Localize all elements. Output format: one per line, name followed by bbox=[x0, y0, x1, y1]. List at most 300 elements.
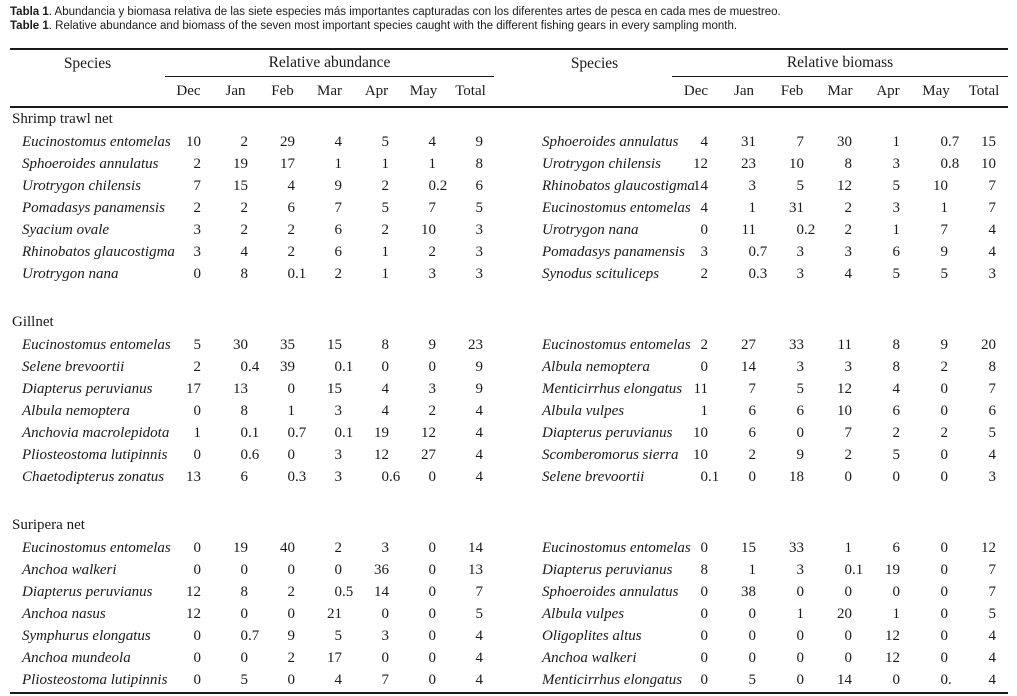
value-int: 4 bbox=[988, 672, 996, 688]
value-cell bbox=[720, 381, 768, 398]
value-int: 2 bbox=[193, 359, 201, 375]
value-cell bbox=[447, 200, 494, 217]
species-name: Anchoa mundeola bbox=[22, 650, 131, 666]
value-int: 33 bbox=[789, 337, 804, 353]
value-int: 0 bbox=[748, 606, 756, 622]
value-cell bbox=[960, 200, 1008, 217]
value-cell bbox=[447, 628, 494, 645]
value-int: 1 bbox=[381, 244, 389, 260]
value-cell bbox=[259, 156, 306, 173]
value-int: 3 bbox=[428, 381, 436, 397]
value-int: 0 bbox=[287, 425, 295, 441]
value-cell bbox=[912, 469, 960, 486]
table-row bbox=[10, 604, 1008, 626]
value-cell bbox=[864, 381, 912, 398]
value-int: 3 bbox=[796, 562, 804, 578]
value-cell bbox=[165, 156, 212, 173]
value-int: 0 bbox=[334, 562, 342, 578]
value-dec: .1 bbox=[342, 425, 354, 441]
value-dec: .6 bbox=[389, 469, 401, 485]
value-int: 19 bbox=[374, 425, 389, 441]
value-int: 3 bbox=[334, 469, 342, 485]
species-name: Menticirrhus elongatus bbox=[542, 381, 683, 397]
species-name: Anchoa walkeri bbox=[22, 562, 117, 578]
value-cell bbox=[864, 337, 912, 354]
value-int: 0 bbox=[940, 606, 948, 622]
value-cell bbox=[259, 359, 306, 376]
value-int: 4 bbox=[988, 628, 996, 644]
value-cell bbox=[306, 562, 353, 579]
value-cell bbox=[960, 403, 1008, 420]
value-int: 10 bbox=[933, 178, 948, 194]
value-int: 8 bbox=[700, 562, 708, 578]
value-cell bbox=[816, 244, 864, 261]
value-int: 12 bbox=[421, 425, 436, 441]
value-int: 14 bbox=[374, 584, 389, 600]
value-int: 27 bbox=[741, 337, 756, 353]
value-int: 2 bbox=[334, 266, 342, 282]
value-cell bbox=[960, 584, 1008, 601]
value-cell bbox=[259, 403, 306, 420]
value-cell bbox=[768, 244, 816, 261]
value-cell bbox=[400, 337, 447, 354]
value-cell bbox=[447, 222, 494, 239]
value-cell bbox=[306, 244, 353, 261]
value-cell bbox=[447, 425, 494, 442]
table-row bbox=[10, 648, 1008, 670]
value-int: 18 bbox=[789, 469, 804, 485]
value-cell bbox=[400, 650, 447, 667]
value-int: 4 bbox=[700, 200, 708, 216]
value-cell bbox=[720, 584, 768, 601]
value-int: 10 bbox=[837, 403, 852, 419]
value-int: 31 bbox=[741, 134, 756, 150]
value-cell bbox=[816, 562, 864, 579]
value-int: 0 bbox=[381, 359, 389, 375]
value-cell bbox=[447, 403, 494, 420]
value-int: 2 bbox=[748, 447, 756, 463]
value-int: 30 bbox=[233, 337, 248, 353]
value-cell bbox=[306, 650, 353, 667]
value-int: 23 bbox=[741, 156, 756, 172]
value-dec: .2 bbox=[436, 178, 448, 194]
value-int: 4 bbox=[381, 381, 389, 397]
table-row bbox=[10, 154, 1008, 176]
value-int: 7 bbox=[844, 425, 852, 441]
value-cell bbox=[400, 672, 447, 689]
value-int: 7 bbox=[988, 381, 996, 397]
value-cell bbox=[912, 672, 960, 689]
value-cell bbox=[912, 628, 960, 645]
species-name: Anchoa walkeri bbox=[542, 650, 637, 666]
species-name: Pomadasys panamensis bbox=[22, 200, 165, 216]
value-cell bbox=[672, 156, 720, 173]
value-int: 8 bbox=[892, 337, 900, 353]
value-int: 3 bbox=[381, 628, 389, 644]
value-cell bbox=[165, 584, 212, 601]
month-header: Apr bbox=[364, 83, 389, 99]
value-int: 3 bbox=[892, 200, 900, 216]
value-cell bbox=[720, 447, 768, 464]
value-cell bbox=[212, 266, 259, 283]
value-int: 0 bbox=[428, 178, 436, 194]
section-header-row bbox=[10, 108, 1008, 132]
value-int: 0 bbox=[193, 650, 201, 666]
value-int: 11 bbox=[837, 337, 852, 353]
value-dec: .4 bbox=[248, 359, 260, 375]
value-int: 0 bbox=[844, 562, 852, 578]
species-name: Albula nemoptera bbox=[22, 403, 130, 419]
value-int: 3 bbox=[381, 540, 389, 556]
value-cell bbox=[960, 337, 1008, 354]
value-int: 0 bbox=[844, 469, 852, 485]
value-int: 0 bbox=[193, 403, 201, 419]
species-name: Eucinostomus entomelas bbox=[542, 540, 691, 556]
value-cell bbox=[165, 381, 212, 398]
value-cell bbox=[400, 134, 447, 151]
value-int: 0 bbox=[748, 628, 756, 644]
value-int: 5 bbox=[796, 178, 804, 194]
value-cell bbox=[212, 178, 259, 195]
species-name: Symphurus elongatus bbox=[22, 628, 151, 644]
value-cell bbox=[212, 403, 259, 420]
value-cell bbox=[212, 381, 259, 398]
section-name: Gillnet bbox=[12, 314, 54, 330]
month-header: Feb bbox=[780, 83, 804, 99]
value-int: 4 bbox=[475, 650, 483, 666]
value-int: 27 bbox=[421, 447, 436, 463]
value-int: 11 bbox=[741, 222, 756, 238]
value-cell bbox=[259, 381, 306, 398]
value-cell bbox=[353, 359, 400, 376]
value-dec: .3 bbox=[295, 469, 307, 485]
species-name: Oligoplites altus bbox=[542, 628, 642, 644]
value-cell bbox=[816, 156, 864, 173]
value-int: 1 bbox=[287, 403, 295, 419]
value-int: 2 bbox=[940, 425, 948, 441]
table-row bbox=[10, 582, 1008, 604]
value-int: 2 bbox=[844, 222, 852, 238]
value-cell bbox=[720, 156, 768, 173]
month-header: Dec bbox=[176, 83, 201, 99]
value-int: 12 bbox=[981, 540, 996, 556]
value-int: 2 bbox=[240, 200, 248, 216]
value-int: 4 bbox=[700, 134, 708, 150]
value-int: 0 bbox=[240, 650, 248, 666]
value-dec: .1 bbox=[852, 562, 864, 578]
value-int: 1 bbox=[193, 425, 201, 441]
value-int: 0 bbox=[844, 584, 852, 600]
value-int: 0 bbox=[700, 628, 708, 644]
value-cell bbox=[864, 562, 912, 579]
value-int: 6 bbox=[475, 178, 483, 194]
value-cell bbox=[912, 584, 960, 601]
value-int: 1 bbox=[334, 156, 342, 172]
value-int: 6 bbox=[334, 244, 342, 260]
value-cell bbox=[912, 266, 960, 283]
value-int: 0 bbox=[940, 672, 948, 688]
species-name: Urotrygon chilensis bbox=[542, 156, 662, 172]
value-cell bbox=[816, 134, 864, 151]
value-cell bbox=[306, 266, 353, 283]
value-int: 10 bbox=[693, 447, 708, 463]
value-cell bbox=[212, 584, 259, 601]
value-int: 0 bbox=[700, 540, 708, 556]
value-int: 1 bbox=[892, 134, 900, 150]
value-int: 6 bbox=[988, 403, 996, 419]
gear-section bbox=[10, 514, 1008, 692]
value-cell bbox=[672, 134, 720, 151]
value-int: 3 bbox=[475, 244, 483, 260]
value-int: 0 bbox=[844, 628, 852, 644]
value-int: 0 bbox=[287, 381, 295, 397]
value-cell bbox=[912, 244, 960, 261]
value-cell bbox=[864, 425, 912, 442]
value-dec: .1 bbox=[708, 469, 720, 485]
value-cell bbox=[212, 200, 259, 217]
value-cell bbox=[165, 540, 212, 557]
value-cell bbox=[960, 266, 1008, 283]
value-cell bbox=[306, 134, 353, 151]
value-int: 0 bbox=[193, 672, 201, 688]
value-cell bbox=[720, 562, 768, 579]
value-cell bbox=[353, 222, 400, 239]
value-cell bbox=[165, 469, 212, 486]
value-cell bbox=[816, 650, 864, 667]
value-int: 17 bbox=[327, 650, 342, 666]
caption-label-en: Table 1 bbox=[10, 20, 49, 32]
value-cell bbox=[768, 359, 816, 376]
species-name: Anchovia macrolepidota bbox=[22, 425, 170, 441]
value-int: 7 bbox=[988, 584, 996, 600]
value-cell bbox=[259, 672, 306, 689]
caption-line-en bbox=[10, 19, 781, 33]
value-cell bbox=[912, 200, 960, 217]
value-cell bbox=[400, 381, 447, 398]
value-int: 0 bbox=[700, 672, 708, 688]
value-int: 0 bbox=[240, 359, 248, 375]
value-dec: .2 bbox=[804, 222, 816, 238]
value-cell bbox=[259, 200, 306, 217]
value-int: 0 bbox=[940, 650, 948, 666]
value-int: 7 bbox=[988, 562, 996, 578]
value-cell bbox=[259, 244, 306, 261]
value-cell bbox=[768, 178, 816, 195]
value-cell bbox=[864, 222, 912, 239]
value-cell bbox=[353, 403, 400, 420]
table-row bbox=[10, 538, 1008, 560]
value-int: 0 bbox=[193, 628, 201, 644]
value-int: 36 bbox=[374, 562, 389, 578]
species-name: Sphoeroides annulatus bbox=[542, 584, 679, 600]
value-cell bbox=[353, 628, 400, 645]
value-cell bbox=[816, 672, 864, 689]
value-int: 21 bbox=[327, 606, 342, 622]
species-name: Diapterus peruvianus bbox=[22, 381, 153, 397]
value-cell bbox=[447, 584, 494, 601]
month-header: May bbox=[409, 83, 438, 99]
value-int: 2 bbox=[892, 425, 900, 441]
value-cell bbox=[353, 562, 400, 579]
value-int: 2 bbox=[428, 403, 436, 419]
value-int: 17 bbox=[280, 156, 295, 172]
value-int: 3 bbox=[796, 266, 804, 282]
value-cell bbox=[672, 606, 720, 623]
value-int: 1 bbox=[796, 606, 804, 622]
value-int: 7 bbox=[193, 178, 201, 194]
value-dec: .3 bbox=[756, 266, 768, 282]
caption-line-es bbox=[10, 5, 781, 19]
group-header-abundance: Relative abundance bbox=[165, 50, 494, 77]
value-cell bbox=[447, 447, 494, 464]
value-int: 8 bbox=[844, 156, 852, 172]
value-cell bbox=[259, 134, 306, 151]
value-int: 2 bbox=[844, 447, 852, 463]
value-cell bbox=[400, 584, 447, 601]
value-int: 1 bbox=[940, 200, 948, 216]
species-name: Selene brevoortii bbox=[542, 469, 645, 485]
value-int: 10 bbox=[789, 156, 804, 172]
value-int: 17 bbox=[186, 381, 201, 397]
value-int: 1 bbox=[381, 266, 389, 282]
value-cell bbox=[864, 156, 912, 173]
value-cell bbox=[720, 425, 768, 442]
value-int: 6 bbox=[892, 540, 900, 556]
value-int: 7 bbox=[796, 134, 804, 150]
value-cell bbox=[672, 244, 720, 261]
species-name: Eucinostomus entomelas bbox=[22, 337, 171, 353]
value-dec: .7 bbox=[248, 628, 260, 644]
value-cell bbox=[768, 469, 816, 486]
table-row bbox=[10, 242, 1008, 264]
value-cell bbox=[720, 469, 768, 486]
value-int: 12 bbox=[885, 650, 900, 666]
value-int: 0 bbox=[240, 562, 248, 578]
value-cell bbox=[672, 447, 720, 464]
value-int: 4 bbox=[475, 469, 483, 485]
value-cell bbox=[306, 359, 353, 376]
value-int: 30 bbox=[837, 134, 852, 150]
value-int: 8 bbox=[240, 266, 248, 282]
value-int: 0 bbox=[940, 469, 948, 485]
value-cell bbox=[306, 540, 353, 557]
value-int: 7 bbox=[940, 222, 948, 238]
species-name: Selene brevoortii bbox=[22, 359, 125, 375]
value-cell bbox=[212, 156, 259, 173]
value-cell bbox=[768, 381, 816, 398]
value-cell bbox=[212, 425, 259, 442]
value-cell bbox=[816, 469, 864, 486]
value-int: 2 bbox=[381, 222, 389, 238]
value-int: 0 bbox=[700, 359, 708, 375]
value-int: 4 bbox=[475, 447, 483, 463]
value-cell bbox=[864, 178, 912, 195]
value-int: 0 bbox=[700, 222, 708, 238]
value-cell bbox=[400, 266, 447, 283]
value-int: 15 bbox=[327, 337, 342, 353]
value-int: 5 bbox=[940, 266, 948, 282]
species-name: Diapterus peruvianus bbox=[542, 562, 673, 578]
value-cell bbox=[306, 425, 353, 442]
value-int: 15 bbox=[981, 134, 996, 150]
value-cell bbox=[864, 584, 912, 601]
value-int: 6 bbox=[748, 403, 756, 419]
value-cell bbox=[768, 540, 816, 557]
caption-text-en: . Relative abundance and biomass of the seven most important species caught with the different fishing gears in every sampling month. bbox=[48, 20, 738, 32]
value-int: 15 bbox=[233, 178, 248, 194]
value-int: 2 bbox=[193, 200, 201, 216]
caption-label-es: Tabla 1 bbox=[10, 6, 49, 18]
value-cell bbox=[165, 403, 212, 420]
value-cell bbox=[672, 200, 720, 217]
value-int: 3 bbox=[844, 244, 852, 260]
value-int: 12 bbox=[186, 584, 201, 600]
value-cell bbox=[672, 628, 720, 645]
value-int: 3 bbox=[988, 469, 996, 485]
table-row bbox=[10, 467, 1008, 489]
species-name: Scomberomorus sierra bbox=[542, 447, 679, 463]
value-int: 2 bbox=[240, 222, 248, 238]
month-header: Jan bbox=[734, 83, 754, 99]
species-name: Diapterus peruvianus bbox=[22, 584, 153, 600]
value-cell bbox=[864, 469, 912, 486]
value-int: 0 bbox=[796, 425, 804, 441]
value-cell bbox=[212, 447, 259, 464]
value-cell bbox=[864, 447, 912, 464]
value-cell bbox=[720, 266, 768, 283]
value-int: 12 bbox=[837, 381, 852, 397]
value-int: 3 bbox=[334, 447, 342, 463]
value-cell bbox=[672, 381, 720, 398]
value-cell bbox=[400, 222, 447, 239]
species-name: Anchoa nasus bbox=[22, 606, 106, 622]
species-name: Albula vulpes bbox=[542, 606, 625, 622]
value-int: 0 bbox=[844, 650, 852, 666]
value-int: 0 bbox=[796, 628, 804, 644]
species-header-left: Species bbox=[63, 54, 112, 72]
value-cell bbox=[768, 337, 816, 354]
value-int: 9 bbox=[334, 178, 342, 194]
value-int: 33 bbox=[789, 540, 804, 556]
value-int: 0 bbox=[748, 266, 756, 282]
value-int: 5 bbox=[988, 425, 996, 441]
gear-section bbox=[10, 311, 1008, 514]
value-cell bbox=[960, 672, 1008, 689]
value-cell bbox=[720, 178, 768, 195]
value-int: 5 bbox=[748, 672, 756, 688]
value-int: 0 bbox=[287, 447, 295, 463]
value-int: 3 bbox=[988, 266, 996, 282]
value-cell bbox=[259, 628, 306, 645]
value-int: 9 bbox=[940, 244, 948, 260]
value-cell bbox=[816, 178, 864, 195]
value-cell bbox=[672, 584, 720, 601]
value-cell bbox=[864, 628, 912, 645]
value-cell bbox=[165, 200, 212, 217]
value-int: 2 bbox=[700, 266, 708, 282]
value-int: 4 bbox=[844, 266, 852, 282]
value-int: 0 bbox=[940, 562, 948, 578]
value-int: 4 bbox=[240, 244, 248, 260]
section-name: Shrimp trawl net bbox=[12, 111, 113, 127]
value-cell bbox=[816, 337, 864, 354]
value-cell bbox=[353, 672, 400, 689]
value-cell bbox=[400, 403, 447, 420]
value-int: 4 bbox=[475, 672, 483, 688]
value-int: 0 bbox=[381, 469, 389, 485]
value-int: 1 bbox=[748, 200, 756, 216]
value-cell bbox=[768, 156, 816, 173]
